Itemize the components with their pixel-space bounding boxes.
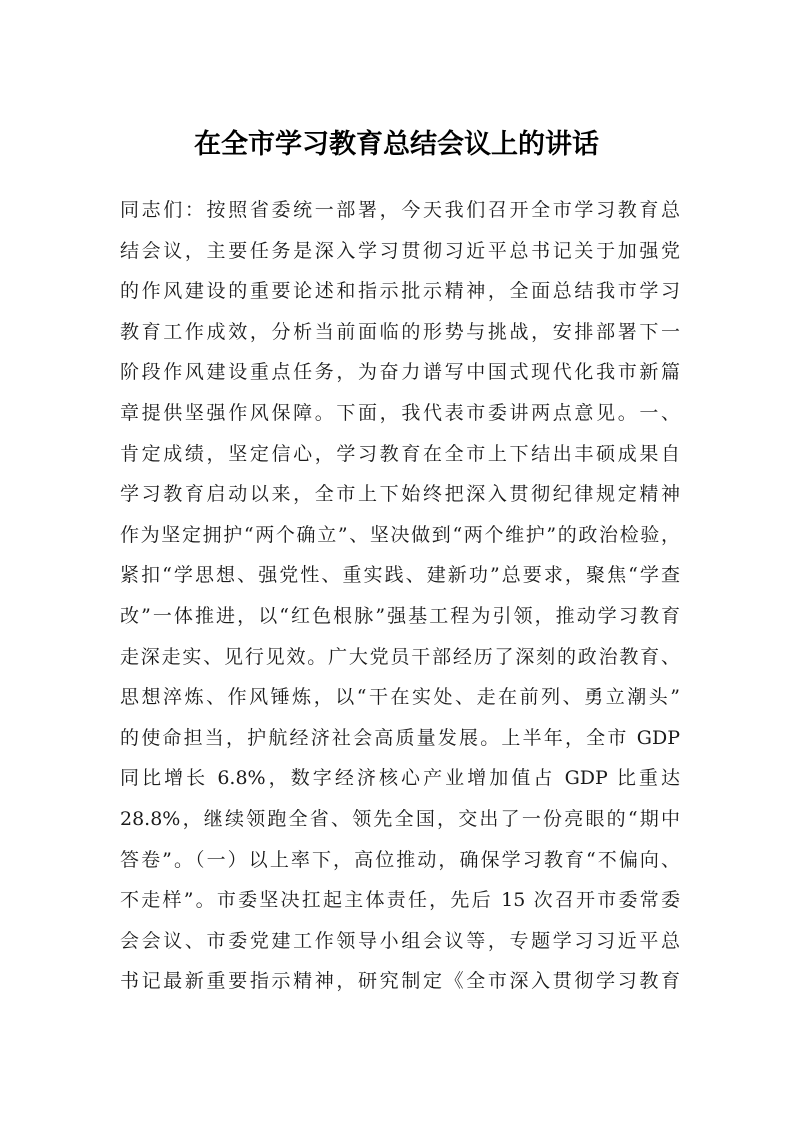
body-line: 会会议、市委党建工作领导小组会议等，专题学习习近平总	[120, 929, 680, 952]
body-line: 章提供坚强作风保障。下面，我代表市委讲两点意见。一、	[120, 401, 680, 424]
body-line: 同比增长 6.8%，数字经济核心产业增加值占 GDP 比重达	[120, 767, 680, 790]
body-line: 书记最新重要指示精神，研究制定《全市深入贯彻学习教育	[120, 970, 680, 993]
body-line: 改”一体推进，以“红色根脉”强基工程为引领，推动学习教育	[120, 604, 680, 627]
body-line: 答卷”。（一）以上率下，高位推动，确保学习教育“不偏向、	[120, 848, 680, 871]
body-line: 肯定成绩，坚定信心，学习教育在全市上下结出丰硕成果自	[120, 442, 680, 465]
body-line: 学习教育启动以来，全市上下始终把深入贯彻纪律规定精神	[120, 483, 680, 506]
document-body	[120, 190, 680, 1002]
document-title: 在全市学习教育总结会议上的讲话	[194, 129, 599, 160]
body-line: 结会议，主要任务是深入学习贯彻习近平总书记关于加强党	[120, 239, 680, 262]
body-line: 教育工作成效，分析当前面临的形势与挑战，安排部署下一	[120, 320, 680, 343]
body-line: 同志们：按照省委统一部署，今天我们召开全市学习教育总	[120, 199, 680, 221]
body-line: 的作风建设的重要论述和指示批示精神，全面总结我市学习	[120, 280, 680, 303]
body-line: 阶段作风建设重点任务，为奋力谱写中国式现代化我市新篇	[120, 361, 680, 384]
body-line: 不走样”。市委坚决扛起主体责任，先后 15 次召开市委常委	[120, 889, 680, 912]
body-line: 作为坚定拥护“两个确立”、坚决做到“两个维护”的政治检验，	[120, 523, 680, 546]
body-line: 走深走实、见行见效。广大党员干部经历了深刻的政治教育、	[120, 645, 680, 668]
body-line: 紧扣“学思想、强党性、重实践、建新功”总要求，聚焦“学查	[120, 564, 680, 587]
body-line: 28.8%，继续领跑全省、领先全国，交出了一份亮眼的“期中	[120, 807, 680, 830]
body-line: 思想淬炼、作风锤炼，以“干在实处、走在前列、勇立潮头”	[120, 686, 680, 709]
body-line: 的使命担当，护航经济社会高质量发展。上半年，全市 GDP	[120, 726, 680, 749]
